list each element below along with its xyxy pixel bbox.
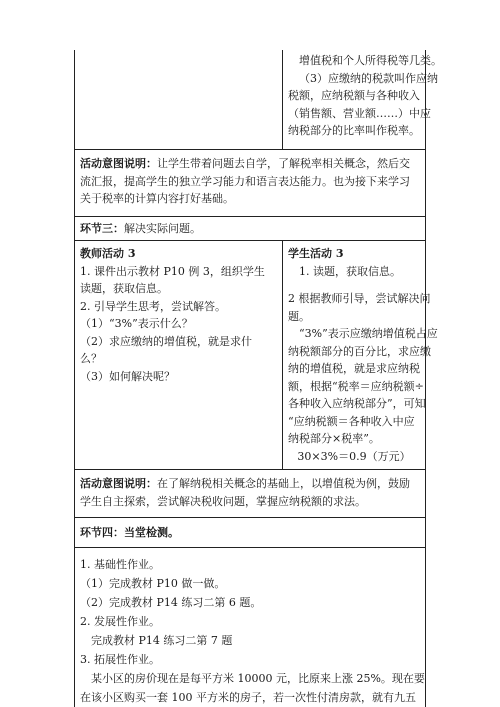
text-line: 纳税部分×税率”。: [288, 432, 380, 445]
text-line: 2. 发展性作业。: [80, 615, 160, 628]
text-line: 完成教材 P14 练习二第 7 题: [91, 634, 233, 647]
text-line: 学生自主探索，尝试解决税收问题，掌握应纳税额的求法。: [80, 494, 366, 508]
row1-right-cell: [282, 50, 442, 149]
text-line: 关于税率的计算内容打好基础。: [80, 192, 234, 205]
table-row: [75, 217, 425, 241]
lesson-plan-table: [74, 50, 442, 707]
text-line: 某小区的房价现在是每平方米 10000 元，比原来上涨 25%。现在要: [91, 672, 425, 685]
text-line: 2 根据教师引导，尝试解决问: [288, 292, 431, 305]
section-label: 环节三：: [80, 222, 124, 235]
table-row: [75, 470, 425, 518]
text-line: 增值税和个人所得税等几类。: [299, 54, 442, 67]
text-line: 在该小区购买一套 100 平方米的房子，若一次性付清房款，就有九五: [80, 691, 416, 704]
text-line: 读题，获取信息。: [80, 282, 168, 295]
text-line: （3）如何解决呢？: [80, 369, 175, 383]
student-activity-cell: [282, 241, 438, 469]
text-line: 纳的增值税，就是求应纳税: [288, 362, 420, 375]
text-line: 各种收入应纳税部分”，可知: [288, 397, 426, 410]
text-line: （1）完成教材 P10 做一做。: [80, 577, 226, 590]
text-line: 纳税额部分的百分比，求应缴: [288, 344, 431, 358]
section-label: 环节四：: [80, 526, 124, 539]
text-line: 1. 课件出示教材 P10 例 3，组织学生: [80, 264, 265, 278]
text-line: （3）应缴纳的税款叫作应纳: [299, 71, 438, 85]
teacher-activity-cell: [75, 241, 282, 469]
text-line: 1. 读题，获取信息。: [299, 264, 401, 278]
table-row: [75, 548, 425, 707]
text-line: 在了解纳税相关概念的基础上，以增值税为例，鼓励: [157, 477, 410, 490]
text-line: 税额，应纳税额与各种收入: [288, 89, 420, 102]
text-line: “应纳税额＝各种收入中应: [288, 414, 415, 428]
section-title: 解决实际问题。: [124, 222, 201, 235]
formula-line: 30×3%＝0.9（万元）: [297, 449, 411, 463]
text-line: 2. 引导学生思考，尝试解答。: [80, 299, 226, 313]
section-cell: [75, 518, 425, 547]
student-heading: 学生活动 3: [288, 247, 344, 260]
text-line: 流汇报，提高学生的独立学习能力和语言表达能力。也为接下来学习: [80, 174, 410, 188]
homework-cell: [75, 548, 425, 707]
text-line: 额，根据“税率＝应纳税额÷: [288, 379, 424, 393]
text-line: （2）完成教材 P14 练习二第 6 题。: [80, 596, 262, 609]
intent-label: 活动意图说明：: [80, 157, 157, 170]
table-row: [75, 50, 442, 150]
intent-cell: [75, 150, 425, 216]
text-line: 1. 基础性作业。: [80, 558, 160, 571]
text-line: 题。: [288, 309, 310, 323]
section-cell: [75, 217, 425, 240]
table-row: [75, 150, 425, 217]
text-line: （销售额、营业额……）中应: [288, 106, 431, 120]
row1-left-cell: [75, 50, 282, 149]
text-line: 让学生带着问题去自学，了解税率相关概念，然后交: [157, 157, 410, 170]
text-line: 3. 拓展性作业。: [80, 653, 160, 666]
intent-label: 活动意图说明：: [80, 477, 157, 490]
text-line: （2）求应缴纳的增值税，就是求什: [80, 334, 252, 348]
section-title: 当堂检测。: [124, 526, 179, 539]
text-line: 么？: [80, 352, 102, 365]
text-line: 纳税部分的比率叫作税率。: [288, 124, 420, 137]
table-row: [75, 518, 425, 548]
text-line: “3%”表示应缴纳增值税占应: [299, 327, 438, 340]
teacher-heading: 教师活动 3: [80, 247, 136, 260]
intent-cell: [75, 470, 425, 517]
text-line: （1）“3%”表示什么？: [80, 317, 193, 330]
table-row: [75, 241, 438, 470]
